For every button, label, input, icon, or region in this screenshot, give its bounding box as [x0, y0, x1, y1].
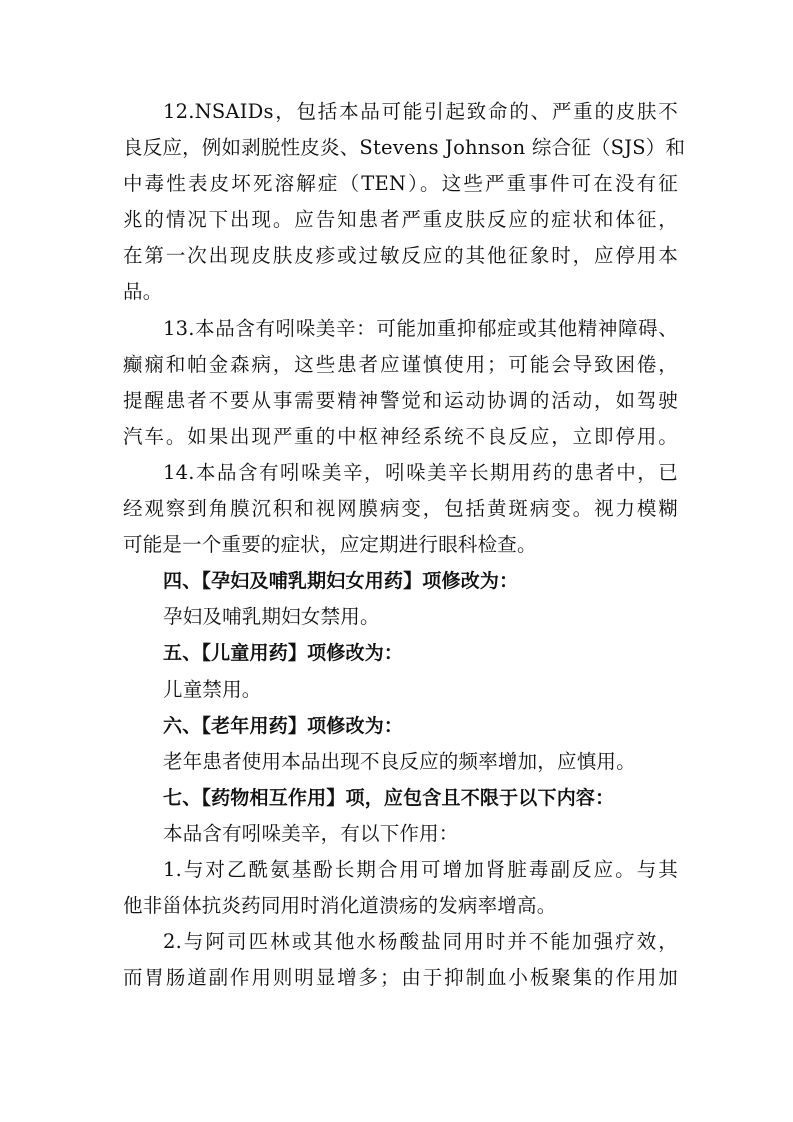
text-line: 品。	[123, 280, 163, 304]
section-7	[123, 780, 678, 997]
section-heading: 四、【孕妇及哺乳期妇女用药】项修改为：	[163, 570, 519, 593]
document-body	[123, 94, 686, 996]
text-line: 2.与阿司匹林或其他水杨酸盐同用时并不能加强疗效，	[163, 930, 678, 954]
text-line: 1.与对乙酰氨基酚长期合用可增加肾脏毒副反应。与其	[163, 857, 678, 881]
section-6	[123, 708, 678, 780]
section-4	[123, 563, 678, 635]
section-intro: 本品含有吲哚美辛，有以下作用：	[163, 821, 459, 845]
text-line: 他非甾体抗炎药同用时消化道溃疡的发病率增高。	[123, 894, 557, 918]
paragraph-13	[123, 311, 678, 455]
text-line: 中毒性表皮坏死溶解症（TEN）。这些严重事件可在没有征	[123, 172, 678, 196]
section-heading: 六、【老年用药】项修改为：	[163, 714, 404, 737]
section-text: 儿童禁用。	[163, 677, 262, 701]
text-line: 癫痫和帕金森病，这些患者应谨慎使用；可能会导致困倦，	[123, 352, 678, 376]
text-line: 14.本品含有吲哚美辛，吲哚美辛长期用药的患者中，已	[163, 460, 678, 484]
section-5	[123, 635, 678, 707]
text-line: 12.NSAIDs，包括本品可能引起致命的、严重的皮肤不	[163, 100, 678, 123]
text-line: 提醒患者不要从事需要精神警觉和运动协调的活动，如驾驶	[123, 388, 678, 412]
text-line: 经观察到角膜沉积和视网膜病变，包括黄斑病变。视力模糊	[123, 497, 678, 521]
section-text: 老年患者使用本品出现不良反应的频率增加，应慎用。	[163, 749, 636, 773]
text-line: 在第一次出现皮肤皮疹或过敏反应的其他征象时，应停用本	[123, 244, 678, 268]
text-line: 兆的情况下出现。应告知患者严重皮肤反应的症状和体征，	[123, 208, 678, 232]
paragraph-14	[123, 455, 678, 563]
section-text: 孕妇及哺乳期妇女禁用。	[163, 605, 380, 629]
section-heading: 五、【儿童用药】项修改为：	[163, 642, 404, 665]
text-line: 而胃肠道副作用则明显增多；由于抑制血小板聚集的作用加	[123, 966, 678, 990]
text-line: 可能是一个重要的症状，应定期进行眼科检查。	[123, 533, 537, 557]
text-line: 良反应，例如剥脱性皮炎、Stevens Johnson 综合征（SJS）和	[123, 136, 686, 160]
section-heading: 七、【药物相互作用】项，应包含且不限于以下内容：	[163, 786, 615, 809]
text-line: 13.本品含有吲哚美辛：可能加重抑郁症或其他精神障碍、	[163, 316, 678, 340]
text-line: 汽车。如果出现严重的中枢神经系统不良反应，立即停用。	[123, 424, 678, 448]
paragraph-12	[123, 94, 686, 311]
